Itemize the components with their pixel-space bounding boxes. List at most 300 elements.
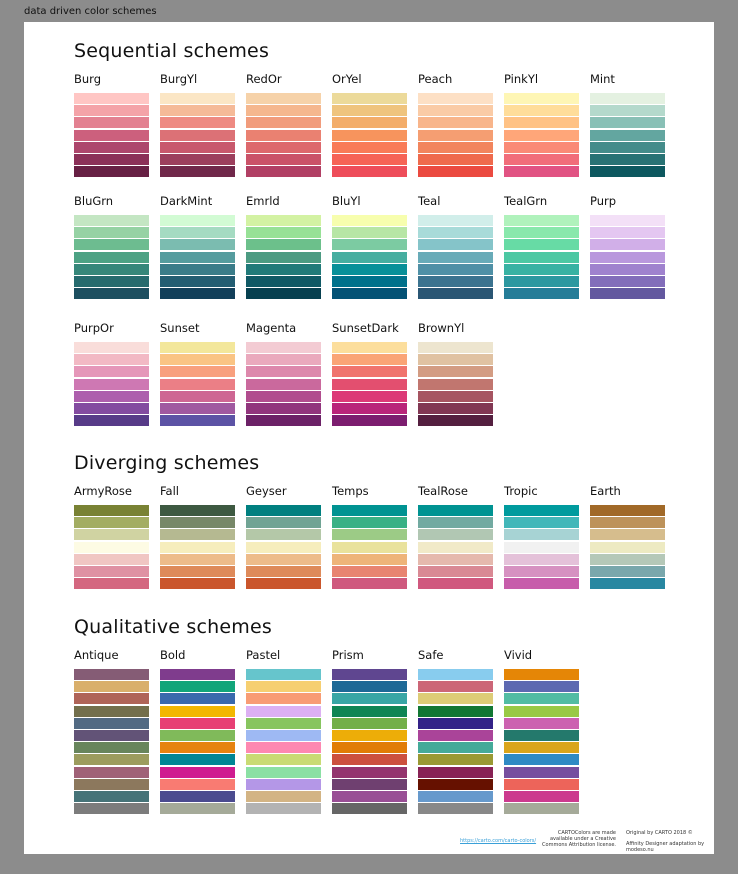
color-swatch	[74, 105, 149, 116]
color-swatch	[160, 754, 235, 765]
color-swatch	[332, 142, 407, 153]
color-swatch	[504, 706, 579, 717]
swatch-stack	[504, 505, 579, 590]
color-swatch	[504, 93, 579, 104]
section-title-sequential: Sequential schemes	[74, 40, 270, 62]
color-swatch	[504, 130, 579, 141]
color-scheme-sheet	[24, 22, 714, 854]
swatch-stack	[332, 342, 407, 427]
color-swatch	[504, 239, 579, 250]
color-swatch	[74, 706, 149, 717]
color-swatch	[418, 142, 493, 153]
color-swatch	[246, 252, 321, 263]
color-swatch	[160, 154, 235, 165]
color-swatch	[332, 379, 407, 390]
color-swatch	[246, 566, 321, 577]
color-swatch	[160, 718, 235, 729]
color-swatch	[246, 166, 321, 177]
color-swatch	[160, 529, 235, 540]
color-swatch	[74, 252, 149, 263]
color-swatch	[590, 117, 665, 128]
color-swatch	[160, 366, 235, 377]
color-swatch	[74, 578, 149, 589]
color-swatch	[504, 767, 579, 778]
swatch-stack	[246, 669, 321, 815]
color-swatch	[74, 742, 149, 753]
license-line: CARTOColors are made	[557, 830, 616, 836]
color-swatch	[332, 117, 407, 128]
scheme-name: Antique	[74, 648, 119, 662]
color-swatch	[74, 791, 149, 802]
color-swatch	[332, 166, 407, 177]
color-swatch	[332, 803, 407, 814]
license-line: Commons Attribution license.	[542, 842, 616, 848]
color-swatch	[246, 693, 321, 704]
scheme-name: Mint	[590, 72, 615, 86]
color-swatch	[590, 93, 665, 104]
color-swatch	[160, 767, 235, 778]
scheme-name: Emrld	[246, 194, 280, 208]
color-swatch	[246, 578, 321, 589]
scheme-name: SunsetDark	[332, 321, 399, 335]
color-swatch	[418, 681, 493, 692]
swatch-stack	[332, 669, 407, 815]
color-swatch	[418, 669, 493, 680]
color-swatch	[160, 117, 235, 128]
color-swatch	[418, 276, 493, 287]
color-swatch	[160, 779, 235, 790]
color-swatch	[418, 93, 493, 104]
swatch-stack	[418, 505, 493, 590]
color-swatch	[246, 669, 321, 680]
color-swatch	[332, 681, 407, 692]
color-swatch	[504, 730, 579, 741]
scheme-name: Bold	[160, 648, 186, 662]
color-swatch	[590, 154, 665, 165]
scheme-name: RedOr	[246, 72, 282, 86]
swatch-stack	[246, 342, 321, 427]
swatch-stack	[418, 669, 493, 815]
color-swatch	[74, 566, 149, 577]
scheme-name: ArmyRose	[74, 484, 132, 498]
swatch-stack	[160, 215, 235, 300]
color-swatch	[74, 227, 149, 238]
credit-line: Affinity Designer adaptation by modeso.nu	[626, 841, 705, 853]
color-swatch	[418, 215, 493, 226]
color-swatch	[246, 803, 321, 814]
color-swatch	[246, 403, 321, 414]
color-swatch	[418, 554, 493, 565]
color-swatch	[74, 154, 149, 165]
color-swatch	[160, 693, 235, 704]
color-swatch	[246, 142, 321, 153]
color-swatch	[160, 681, 235, 692]
color-swatch	[504, 288, 579, 299]
color-swatch	[504, 529, 579, 540]
color-swatch	[246, 767, 321, 778]
color-swatch	[74, 391, 149, 402]
color-swatch	[332, 239, 407, 250]
color-swatch	[504, 693, 579, 704]
color-swatch	[74, 264, 149, 275]
color-swatch	[590, 252, 665, 263]
color-swatch	[332, 215, 407, 226]
color-swatch	[504, 117, 579, 128]
color-swatch	[246, 542, 321, 553]
scheme-name: BluYl	[332, 194, 361, 208]
color-swatch	[246, 379, 321, 390]
swatch-stack	[246, 505, 321, 590]
color-swatch	[504, 669, 579, 680]
color-swatch	[504, 505, 579, 516]
color-swatch	[418, 252, 493, 263]
color-swatch	[418, 391, 493, 402]
color-swatch	[590, 529, 665, 540]
scheme-name: BurgYl	[160, 72, 198, 86]
color-swatch	[74, 693, 149, 704]
color-swatch	[160, 669, 235, 680]
color-swatch	[418, 288, 493, 299]
color-swatch	[590, 142, 665, 153]
color-swatch	[246, 529, 321, 540]
swatch-stack	[160, 342, 235, 427]
color-swatch	[160, 142, 235, 153]
color-swatch	[418, 529, 493, 540]
color-swatch	[246, 554, 321, 565]
color-swatch	[418, 505, 493, 516]
color-swatch	[504, 681, 579, 692]
color-swatch	[332, 779, 407, 790]
swatch-stack	[160, 505, 235, 590]
color-swatch	[332, 517, 407, 528]
color-swatch	[246, 718, 321, 729]
color-swatch	[160, 227, 235, 238]
scheme-name: BluGrn	[74, 194, 114, 208]
color-swatch	[590, 517, 665, 528]
color-swatch	[74, 669, 149, 680]
color-swatch	[246, 415, 321, 426]
swatch-stack	[504, 93, 579, 178]
swatch-stack	[590, 215, 665, 300]
color-swatch	[418, 403, 493, 414]
color-swatch	[160, 288, 235, 299]
color-swatch	[246, 366, 321, 377]
color-swatch	[160, 166, 235, 177]
scheme-name: Prism	[332, 648, 364, 662]
color-swatch	[246, 354, 321, 365]
color-swatch	[590, 566, 665, 577]
swatch-stack	[332, 505, 407, 590]
color-swatch	[590, 578, 665, 589]
scheme-name: BrownYl	[418, 321, 465, 335]
color-swatch	[332, 542, 407, 553]
swatch-stack	[332, 93, 407, 178]
carto-colors-link[interactable]: https://carto.com/carto-colors/	[460, 838, 537, 844]
color-swatch	[74, 754, 149, 765]
color-swatch	[418, 767, 493, 778]
scheme-name: PurpOr	[74, 321, 114, 335]
color-swatch	[504, 517, 579, 528]
color-swatch	[246, 505, 321, 516]
color-swatch	[74, 239, 149, 250]
scheme-name: Vivid	[504, 648, 533, 662]
scheme-name: Safe	[418, 648, 444, 662]
color-swatch	[418, 779, 493, 790]
color-swatch	[418, 566, 493, 577]
color-swatch	[504, 105, 579, 116]
color-swatch	[332, 718, 407, 729]
color-swatch	[504, 578, 579, 589]
color-swatch	[160, 354, 235, 365]
section-title-diverging: Diverging schemes	[74, 452, 260, 474]
color-swatch	[418, 130, 493, 141]
color-swatch	[418, 415, 493, 426]
scheme-name: Purp	[590, 194, 617, 208]
scheme-name: PinkYl	[504, 72, 539, 86]
color-swatch	[418, 354, 493, 365]
color-swatch	[418, 105, 493, 116]
scheme-name: Geyser	[246, 484, 287, 498]
color-swatch	[246, 264, 321, 275]
color-swatch	[74, 288, 149, 299]
color-swatch	[418, 706, 493, 717]
color-swatch	[504, 252, 579, 263]
color-swatch	[332, 288, 407, 299]
color-swatch	[418, 342, 493, 353]
color-swatch	[590, 264, 665, 275]
color-swatch	[246, 288, 321, 299]
color-swatch	[332, 276, 407, 287]
color-swatch	[160, 252, 235, 263]
color-swatch	[332, 767, 407, 778]
credit-line: Original by CARTO 2018 ©	[626, 830, 693, 836]
color-swatch	[504, 215, 579, 226]
color-swatch	[160, 264, 235, 275]
color-swatch	[74, 779, 149, 790]
swatch-stack	[74, 505, 149, 590]
color-swatch	[418, 517, 493, 528]
color-swatch	[590, 276, 665, 287]
scheme-name: Peach	[418, 72, 453, 86]
color-swatch	[418, 154, 493, 165]
color-swatch	[74, 403, 149, 414]
color-swatch	[418, 693, 493, 704]
swatch-stack	[160, 669, 235, 815]
color-swatch	[74, 93, 149, 104]
color-swatch	[74, 767, 149, 778]
color-swatch	[246, 227, 321, 238]
color-swatch	[418, 239, 493, 250]
color-swatch	[160, 505, 235, 516]
scheme-name: Magenta	[246, 321, 297, 335]
color-swatch	[504, 742, 579, 753]
color-swatch	[160, 742, 235, 753]
swatch-stack	[590, 93, 665, 178]
color-swatch	[74, 379, 149, 390]
color-swatch	[332, 366, 407, 377]
color-swatch	[160, 403, 235, 414]
color-swatch	[160, 542, 235, 553]
swatch-stack	[74, 215, 149, 300]
color-swatch	[332, 227, 407, 238]
color-swatch	[246, 105, 321, 116]
color-swatch	[504, 264, 579, 275]
swatch-stack	[160, 93, 235, 178]
color-swatch	[246, 791, 321, 802]
scheme-name: TealRose	[418, 484, 468, 498]
color-swatch	[504, 566, 579, 577]
swatch-stack	[504, 215, 579, 300]
swatch-stack	[590, 505, 665, 590]
color-swatch	[504, 276, 579, 287]
color-swatch	[332, 354, 407, 365]
swatch-stack	[418, 342, 493, 427]
color-swatch	[418, 742, 493, 753]
color-swatch	[74, 554, 149, 565]
color-swatch	[332, 154, 407, 165]
swatch-stack	[504, 669, 579, 815]
color-swatch	[246, 681, 321, 692]
color-swatch	[418, 264, 493, 275]
color-swatch	[74, 542, 149, 553]
color-swatch	[504, 142, 579, 153]
section-title-qualitative: Qualitative schemes	[74, 616, 272, 638]
color-swatch	[504, 803, 579, 814]
color-swatch	[332, 130, 407, 141]
color-swatch	[160, 706, 235, 717]
color-swatch	[246, 742, 321, 753]
color-swatch	[74, 517, 149, 528]
color-swatch	[246, 276, 321, 287]
scheme-name: Pastel	[246, 648, 281, 662]
color-swatch	[590, 166, 665, 177]
color-swatch	[590, 542, 665, 553]
color-swatch	[74, 529, 149, 540]
color-swatch	[504, 554, 579, 565]
color-swatch	[246, 215, 321, 226]
color-swatch	[418, 379, 493, 390]
color-swatch	[332, 505, 407, 516]
color-swatch	[590, 554, 665, 565]
color-swatch	[160, 791, 235, 802]
color-swatch	[332, 391, 407, 402]
color-swatch	[418, 366, 493, 377]
scheme-name: Sunset	[160, 321, 200, 335]
color-swatch	[332, 342, 407, 353]
color-swatch	[74, 803, 149, 814]
color-swatch	[74, 505, 149, 516]
color-swatch	[418, 803, 493, 814]
color-swatch	[332, 403, 407, 414]
scheme-name: Earth	[590, 484, 621, 498]
color-swatch	[590, 239, 665, 250]
color-swatch	[332, 554, 407, 565]
color-swatch	[590, 215, 665, 226]
scheme-name: Teal	[418, 194, 441, 208]
color-swatch	[246, 154, 321, 165]
color-swatch	[160, 578, 235, 589]
scheme-name: DarkMint	[160, 194, 213, 208]
color-swatch	[418, 227, 493, 238]
color-swatch	[246, 117, 321, 128]
color-swatch	[74, 354, 149, 365]
color-swatch	[160, 803, 235, 814]
color-swatch	[332, 252, 407, 263]
color-swatch	[332, 669, 407, 680]
color-swatch	[332, 93, 407, 104]
color-swatch	[332, 754, 407, 765]
color-swatch	[332, 105, 407, 116]
color-swatch	[160, 105, 235, 116]
color-swatch	[246, 730, 321, 741]
color-swatch	[418, 542, 493, 553]
swatch-stack	[332, 215, 407, 300]
color-swatch	[160, 93, 235, 104]
color-swatch	[590, 288, 665, 299]
swatch-stack	[74, 342, 149, 427]
color-swatch	[160, 517, 235, 528]
color-swatch	[160, 566, 235, 577]
color-swatch	[590, 505, 665, 516]
color-swatch	[418, 791, 493, 802]
color-swatch	[160, 379, 235, 390]
color-swatch	[504, 227, 579, 238]
color-swatch	[160, 215, 235, 226]
color-swatch	[246, 342, 321, 353]
scheme-name: Temps	[332, 484, 369, 498]
color-swatch	[590, 130, 665, 141]
color-swatch	[74, 215, 149, 226]
swatch-stack	[418, 215, 493, 300]
color-swatch	[332, 791, 407, 802]
color-swatch	[74, 415, 149, 426]
color-swatch	[332, 415, 407, 426]
color-swatch	[332, 529, 407, 540]
color-swatch	[160, 239, 235, 250]
color-swatch	[418, 754, 493, 765]
color-swatch	[160, 391, 235, 402]
color-swatch	[418, 730, 493, 741]
footer-license	[540, 830, 616, 848]
color-swatch	[246, 706, 321, 717]
color-swatch	[504, 718, 579, 729]
color-swatch	[160, 415, 235, 426]
color-swatch	[504, 542, 579, 553]
footer-link[interactable]	[460, 838, 536, 844]
color-swatch	[160, 130, 235, 141]
color-swatch	[504, 754, 579, 765]
color-swatch	[246, 93, 321, 104]
footer-credits	[626, 830, 714, 853]
color-swatch	[504, 154, 579, 165]
color-swatch	[74, 342, 149, 353]
color-swatch	[74, 730, 149, 741]
color-swatch	[332, 693, 407, 704]
color-swatch	[246, 391, 321, 402]
color-swatch	[74, 130, 149, 141]
color-swatch	[74, 366, 149, 377]
scheme-name: TealGrn	[504, 194, 548, 208]
scheme-name: Burg	[74, 72, 102, 86]
color-swatch	[504, 779, 579, 790]
color-swatch	[160, 342, 235, 353]
color-swatch	[246, 239, 321, 250]
color-swatch	[74, 276, 149, 287]
scheme-name: Fall	[160, 484, 179, 498]
color-swatch	[74, 166, 149, 177]
color-swatch	[418, 578, 493, 589]
license-line: available under a Creative	[549, 836, 616, 842]
